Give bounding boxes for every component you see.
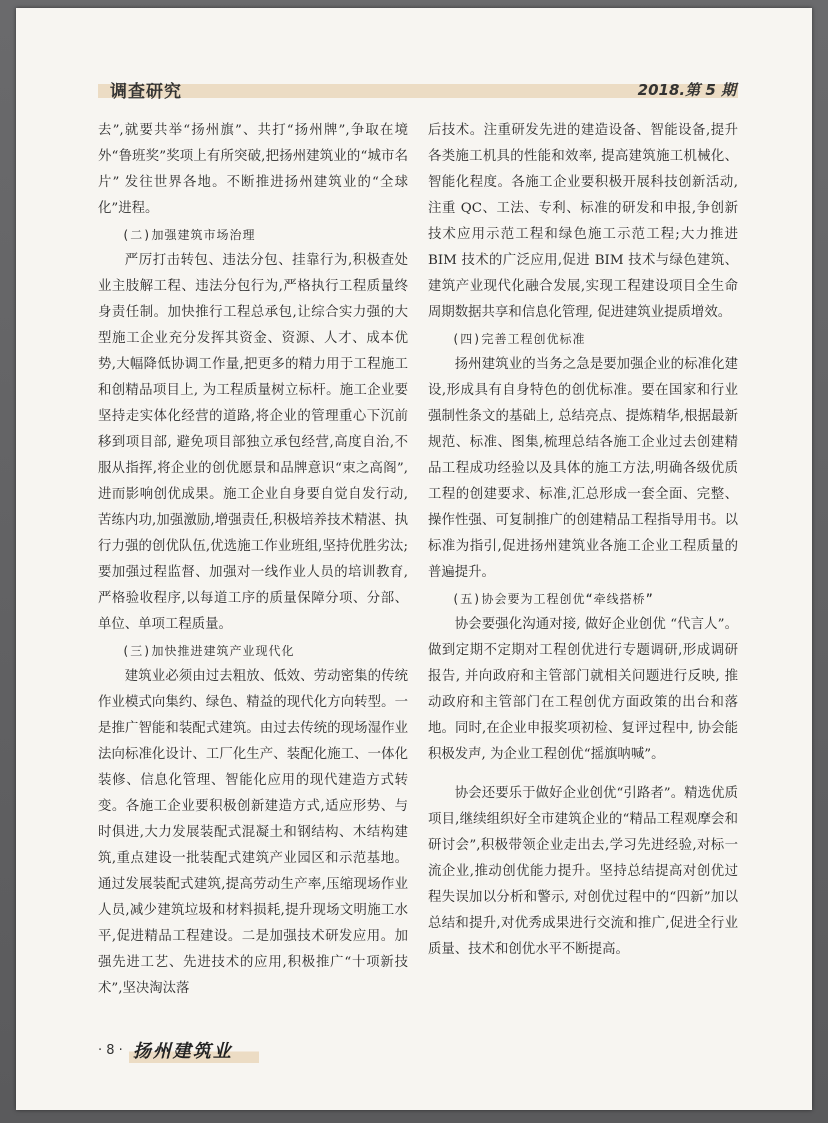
body-paragraph: 扬州建筑业的当务之急是要加强企业的标准化建设,形成具有自身特色的创优标准。要在国家和行业强制性条文的基础上, 总结亮点、提炼精华,根据最新规范、标准、图集,梳理总结各施工企业过去创建精品工程成功经验以及具体的施工方法,明确各级优质工程的创建要求、标准,汇总形成一套全面、完整、操作性强、可复制推广的创建精品工程指导用书。以标准为指引,促进扬州建筑业各施工企业工程质量的普遍提升。 xyxy=(428,357,738,580)
continued-paragraph: 去”,就要共举“扬州旗”、共打“扬州牌”,争取在境外“鲁班奖”奖项上有所突破,把扬州建筑业的“城市名片” 发往世界各地。不断推进扬州建筑业的“全球化”进程。 xyxy=(98,123,408,216)
body-paragraph: 协会要强化沟通对接, 做好企业创优 “代言人”。做到定期不定期对工程创优进行专题调研,形成调研报告, 并向政府和主管部门就相关问题进行反映, 推动政府和主管部门在工程创优方面政策的出台和落地。同时,在企业申报奖项初检、复评过程中, 协会能积极发声, 为企业工程创优“摇旗呐喊”。 xyxy=(428,617,738,762)
continued-paragraph: 后技术。注重研发先进的建造设备、智能设备,提升各类施工机具的性能和效率, 提高建筑施工机械化、智能化程度。各施工企业要积极开展科技创新活动,注重 QC、工法、专利、标准的研发和申报,争创新技术应用示范工程和绿色施工示范工程;大力推进 BIM 技术的广泛应用,促进 BIM 技术与绿色建筑、建筑产业现代化融合发展,实现工程建设项目全生命周期数据共享和信息化管理, 促进建筑业提质增效。 xyxy=(428,123,738,320)
body-paragraph: 建筑业必须由过去粗放、低效、劳动密集的传统作业模式向集约、绿色、精益的现代化方向转型。一是推广智能和装配式建筑。由过去传统的现场湿作业法向标准化设计、工厂化生产、装配化施工、一体化装修、信息化管理、智能化应用的现代建造方式转变。各施工企业要积极创新建造方式,适应形势、与时俱进,大力发展装配式混凝土和钢结构、木结构建筑,重点建设一批装配式建筑产业园区和示范基地。通过发展装配式建筑,提高劳动生产率,压缩现场作业人员,减少建筑垃圾和材料损耗,提升现场文明施工水平,促进精品工程建设。二是加强技术研发应用。加强先进工艺、先进技术的应用,积极推广“十项新技术”,坚决淘汰落 xyxy=(98,669,408,996)
section-heading: (三)加快推进建筑产业现代化 xyxy=(122,644,295,658)
page-footer xyxy=(98,1038,259,1062)
body-paragraph: 协会还要乐于做好企业创优“引路者”。精选优质项目,继续组织好全市建筑企业的“精品工程观摩会和研讨会”,积极带领企业走出去,学习先进经验,对标一流企业,推动创优能力提升。坚持总结提高对创优过程失误加以分析和警示, 对创优过程中的“四新”加以总结和提升,对优秀成果进行交流和推广,促进全行业质量、技术和创优水平不断提高。 xyxy=(428,786,738,957)
page-number: · 8 · xyxy=(98,1042,123,1058)
journal-logo: 扬州建筑业 xyxy=(129,1037,259,1063)
left-text-column xyxy=(98,118,408,1002)
section-title: 调查研究 xyxy=(110,82,182,102)
paragraph-spacer xyxy=(428,768,738,781)
body-paragraph: 严厉打击转包、违法分包、挂靠行为,积极查处业主肢解工程、违法分包行为,严格执行工程质量终身责任制。加快推行工程总承包,让综合实力强的大型施工企业充分发挥其资金、资源、人才、成本优势,大幅降低协调工作量,把更多的精力用于工程施工和创精品项目上, 为工程质量树立标杆。施工企业要坚持走实体化经营的道路,将企业的管理重心下沉前移到项目部, 避免项目部独立承包经营,高度自治,不服从指挥,将企业的创优愿景和品牌意识“束之高阁”,进而影响创优成果。施工企业自身要自觉自发行动,苦练内功,加强激励,增强责任,积极培养技术精湛、执行力强的创优队伍,优选施工作业班组,坚持优胜劣汰;要加强过程监督、加强对一线作业人员的培训教育,严格验收程序,以每道工序的质量保障分项、分部、单位、单项工程质量。 xyxy=(98,253,408,632)
issue-label: 2018.第 5 期 xyxy=(637,81,736,99)
section-heading: (五)协会要为工程创优“牵线搭桥” xyxy=(452,592,654,606)
section-heading: (四)完善工程创优标准 xyxy=(452,332,586,346)
right-text-column xyxy=(428,118,738,963)
section-heading: (二)加强建筑市场治理 xyxy=(122,228,256,242)
